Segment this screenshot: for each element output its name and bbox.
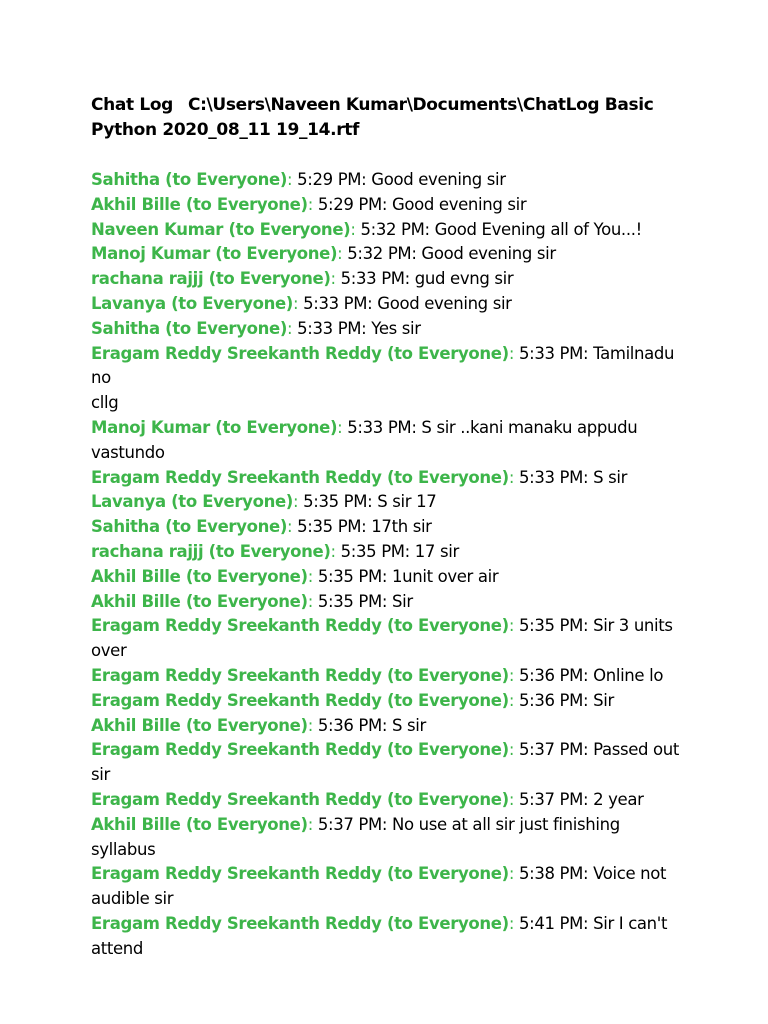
sender-colon: : [307,715,313,735]
message-sender: rachana rajjj (to Everyone) [91,541,331,561]
sender-colon: : [508,616,515,636]
message-sender: Lavanya (to Everyone) [91,492,294,512]
title-label: Chat Log [91,95,173,115]
message-sender: Akhil Bille (to Everyone) [91,194,308,214]
chat-log-page [91,93,691,962]
chat-message [91,664,691,689]
sender-colon: : [307,814,313,834]
chat-message [91,193,691,218]
chat-message [91,292,691,317]
sender-colon: : [287,170,293,189]
sender-colon: : [508,467,515,487]
message-text-continued: vastundo [91,442,165,462]
sender-colon: : [287,517,293,537]
sender-colon: : [287,318,293,338]
title-path-line2: Python 2020_08_11 19_14.rtf [91,120,360,140]
message-sender: Akhil Bille (to Everyone) [91,715,308,735]
chat-message [91,540,691,565]
message-sender: Sahitha (to Everyone) [91,517,288,537]
chat-message-list [91,168,691,962]
message-text: 5:32 PM: Good Evening all of You...! [355,219,642,239]
message-sender: Eragam Reddy Sreekanth Reddy (to Everyone) [91,740,509,760]
message-text-continued: cllg [91,393,119,413]
chat-message [91,862,691,912]
sender-colon: : [508,913,515,933]
chat-message [91,490,691,515]
chat-message [91,565,691,590]
chat-message [91,466,691,491]
chat-message [91,317,691,342]
chat-message [91,242,691,267]
sender-colon: : [293,492,299,512]
sender-colon: : [337,244,343,264]
message-text: 5:38 PM: Voice not [514,864,667,884]
sender-colon: : [307,591,313,611]
message-sender: rachana rajjj (to Everyone) [91,269,331,289]
chat-message [91,168,691,193]
message-text: 5:36 PM: Online lo [514,665,664,685]
chat-message [91,813,691,863]
chat-message [91,788,691,813]
document-title [91,93,691,143]
chat-message [91,912,691,962]
message-text: 5:33 PM: Yes sir [292,318,421,338]
sender-colon: : [508,864,515,884]
sender-colon: : [330,269,336,289]
message-text: 5:33 PM: S sir [514,467,628,487]
sender-colon: : [508,690,515,710]
chat-message [91,218,691,243]
message-text-continued: over [91,641,127,661]
message-text: 5:37 PM: No use at all sir just finishing [312,814,620,834]
sender-colon: : [307,194,313,214]
chat-message [91,590,691,615]
chat-message [91,738,691,788]
message-sender: Akhil Bille (to Everyone) [91,591,308,611]
message-sender: Manoj Kumar (to Everyone) [91,417,338,437]
message-sender: Eragam Reddy Sreekanth Reddy (to Everyone) [91,616,509,636]
message-text: 5:37 PM: Passed out sir [91,740,679,785]
message-sender: Manoj Kumar (to Everyone) [91,244,338,264]
chat-message [91,614,691,664]
sender-colon: : [307,566,313,586]
message-text-continued: audible sir [91,889,174,909]
sender-colon: : [330,541,336,561]
message-text: 5:35 PM: 17 sir [335,541,459,561]
message-text: 5:33 PM: Good evening sir [298,293,512,313]
message-sender: Akhil Bille (to Everyone) [91,566,308,586]
message-text: 5:35 PM: 17th sir [292,517,432,537]
message-text: 5:29 PM: Good evening sir [292,170,506,189]
chat-message [91,714,691,739]
message-text: 5:41 PM: Sir I can't [514,913,668,933]
message-text-continued: syllabus [91,839,156,859]
chat-message [91,267,691,292]
message-sender: Sahitha (to Everyone) [91,318,288,338]
sender-colon: : [337,417,343,437]
message-text: 5:33 PM: gud evng sir [335,269,514,289]
sender-colon: : [508,343,515,363]
message-text: 5:35 PM: Sir [312,591,413,611]
chat-message [91,689,691,714]
message-text: 5:32 PM: Good evening sir [342,244,556,264]
message-sender: Eragam Reddy Sreekanth Reddy (to Everyone) [91,789,509,809]
message-text: 5:35 PM: S sir 17 [298,492,437,512]
chat-message [91,515,691,540]
message-text: 5:33 PM: S sir ..kani manaku appudu [342,417,638,437]
message-sender: Eragam Reddy Sreekanth Reddy (to Everyone) [91,343,509,363]
message-text: 5:36 PM: Sir [514,690,614,710]
sender-colon: : [293,293,299,313]
message-sender: Eragam Reddy Sreekanth Reddy (to Everyone) [91,864,509,884]
message-text: 5:35 PM: Sir 3 units [514,616,673,636]
message-sender: Lavanya (to Everyone) [91,293,294,313]
message-sender: Eragam Reddy Sreekanth Reddy (to Everyone) [91,665,509,685]
sender-colon: : [508,789,515,809]
message-sender: Eragam Reddy Sreekanth Reddy (to Everyone) [91,690,509,710]
chat-message [91,342,691,416]
sender-colon: : [508,665,515,685]
message-text: 5:37 PM: 2 year [514,789,644,809]
message-sender: Naveen Kumar (to Everyone) [91,219,351,239]
message-sender: Eragam Reddy Sreekanth Reddy (to Everyone) [91,467,509,487]
message-text: 5:36 PM: S sir [312,715,426,735]
chat-message [91,416,691,466]
sender-colon: : [350,219,356,239]
message-text: 5:33 PM: Tamilnadu no [91,343,675,388]
message-text: 5:29 PM: Good evening sir [312,194,527,214]
message-text-continued: attend [91,938,144,958]
message-sender: Eragam Reddy Sreekanth Reddy (to Everyone) [91,913,509,933]
message-sender: Akhil Bille (to Everyone) [91,814,308,834]
message-sender: Sahitha (to Everyone) [91,170,288,189]
sender-colon: : [508,740,515,760]
message-text: 5:35 PM: 1unit over air [312,566,499,586]
title-path-line1: C:\Users\Naveen Kumar\Documents\ChatLog Basic [187,95,654,115]
